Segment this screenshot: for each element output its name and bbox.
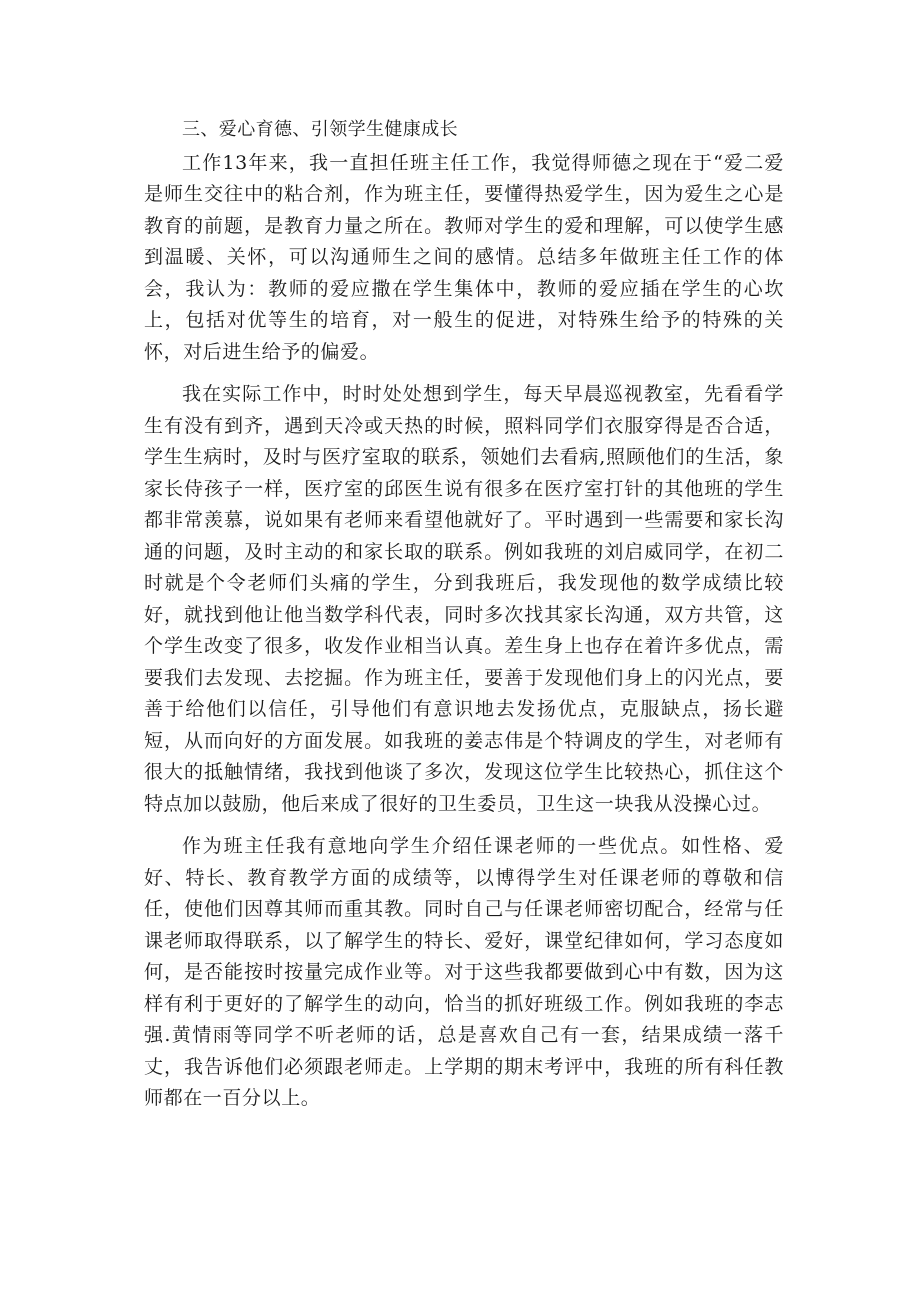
paragraph-2: 我在实际工作中，时时处处想到学生，每天早晨巡视教室，先看看学生有没有到齐，遇到天冷或天热的时候，照料同学们衣服穿得是否合适，学生生病时，及时与医疗室取的联系，领她们去看病,照顾他们的生活，象家长侍孩子一样，医疗室的邱医生说有很多在医疗室打针的其他班的学生都非常羡慕，说如果有老师来看望他就好了。平时遇到一些需要和家长沟通的问题，及时主动的和家长取的联系。例如我班的刘启威同学，在初二时就是个令老师们头痛的学生，分到我班后，我发现他的数学成绩比较好，就找到他让他当数学科代表，同时多次找其家长沟通，双方共管，这个学生改变了很多，收发作业相当认真。差生身上也存在着许多优点，需要我们去发现、去挖掘。作为班主任，要善于发现他们身上的闪光点，要善于给他们以信任，引导他们有意识地去发扬优点，克服缺点，扬长避短，从而向好的方面发展。如我班的姜志伟是个特调皮的学生，对老师有很大的抵触情绪，我找到他谈了多次，发现这位学生比较热心，抓住这个特点加以鼓励，他后来成了很好的卫生委员，卫生这一块我从没操心过。 [144,383,784,815]
paragraph-1: 工作13年来，我一直担任班主任工作，我觉得师德之现在于“爱二爱是师生交往中的粘合剂，作为班主任，要懂得热爱学生，因为爱生之心是教育的前题，是教育力量之所在。教师对学生的爱和理解，可以使学生感到温暖、关怀，可以沟通师生之间的感情。总结多年做班主任工作的体会，我认为：教师的爱应撒在学生集体中，教师的爱应插在学生的心坎上，包括对优等生的培育，对一般生的促进，对特殊生给予的特殊的关怀，对后进生给予的偏爱。 [144,151,784,363]
document-body [144,114,784,1126]
section-heading: 三、爱心育德、引领学生健康成长 [182,119,458,140]
paragraph-3: 作为班主任我有意地向学生介绍任课老师的一些优点。如性格、爱好、特长、教育教学方面的成绩等，以博得学生对任课老师的尊敬和信任，使他们因尊其师而重其教。同时自己与任课老师密切配合，经常与任课老师取得联系，以了解学生的特长、爱好，课堂纪律如何，学习态度如何，是否能按时按量完成作业等。对于这些我都要做到心中有数，因为这样有利于更好的了解学生的动向，恰当的抓好班级工作。例如我班的李志强.黄情雨等同学不听老师的话，总是喜欢自己有一套，结果成绩一落千丈，我告诉他们必须跟老师走。上学期的期末考评中，我班的所有科任教师都在一百分以上。 [144,835,784,1109]
